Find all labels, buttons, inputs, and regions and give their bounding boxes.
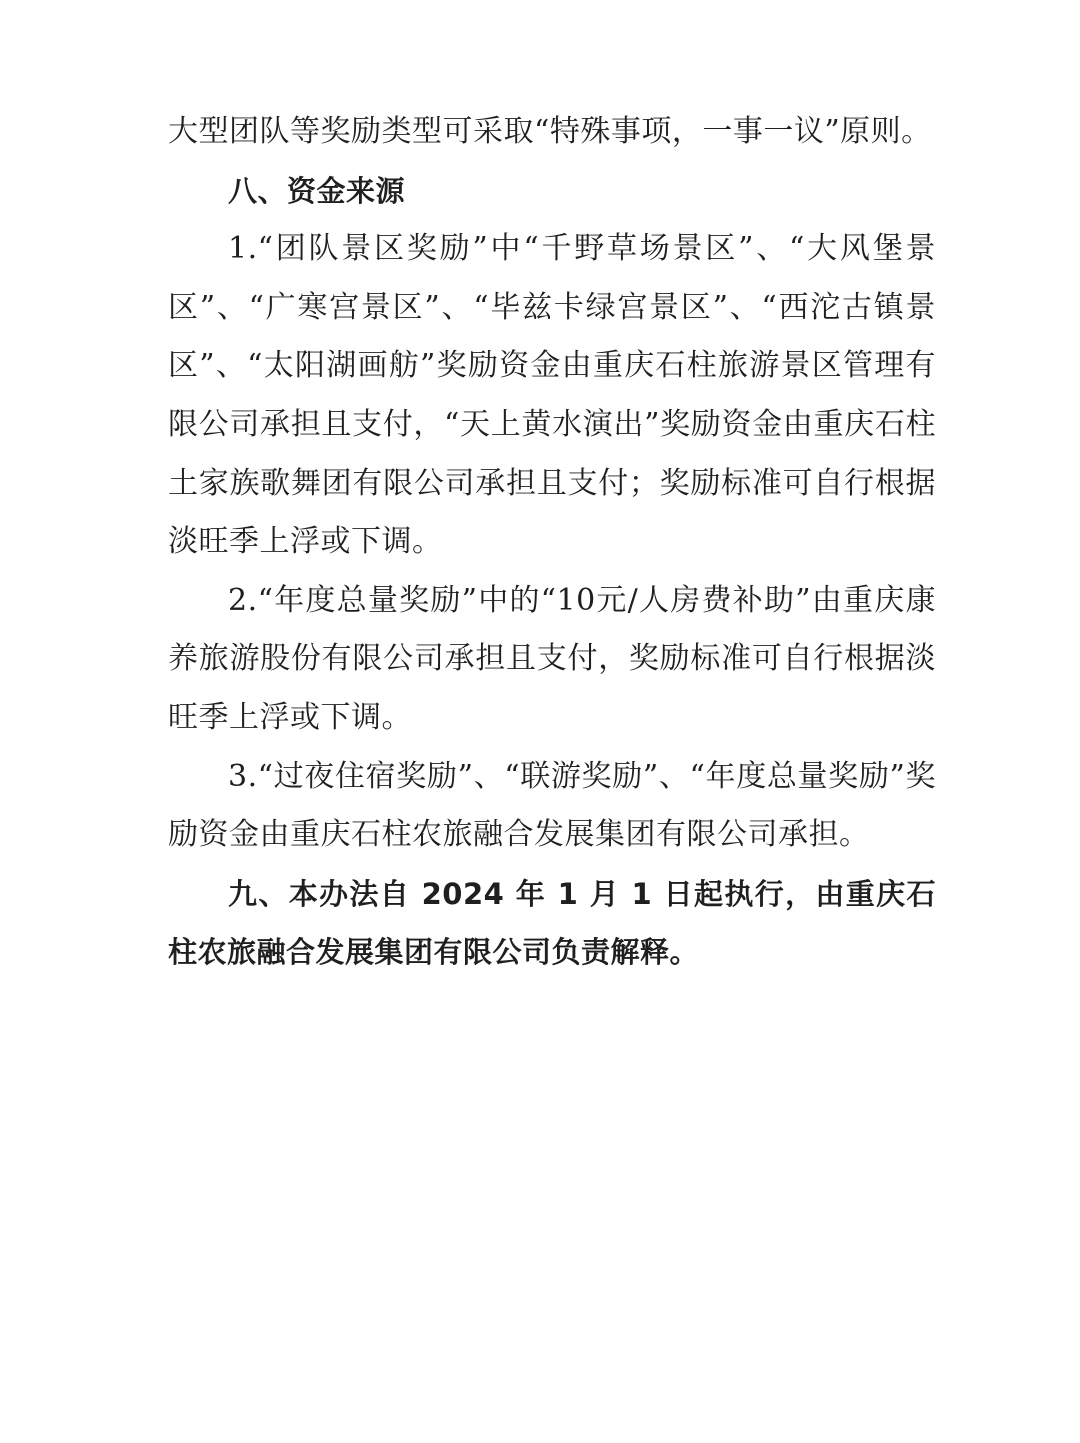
funding-item-2: 2.“年度总量奖励”中的“10元/人房费补助”由重庆康养旅游股份有限公司承担且支付，奖励标准可自行根据淡旺季上浮或下调。	[168, 582, 936, 735]
continuation-paragraph: 大型团队等奖励类型可采取“特殊事项，一事一议”原则。	[168, 114, 932, 149]
document-body	[168, 103, 936, 982]
section-8-heading: 八、资金来源	[228, 173, 406, 208]
funding-item-1: 1.“团队景区奖励”中“千野草场景区”、“大风堡景区”、“广寒宫景区”、“毕兹卡绿宫景区”、“西沱古镇景区”、“太阳湖画舫”奖励资金由重庆石柱旅游景区管理有限公司承担且支付，“天上黄水演出”奖励资金由重庆石柱土家族歌舞团有限公司承担且支付；奖励标准可自行根据淡旺季上浮或下调。	[168, 231, 936, 560]
funding-item-3: 3.“过夜住宿奖励”、“联游奖励”、“年度总量奖励”奖励资金由重庆石柱农旅融合发展集团有限公司承担。	[168, 758, 936, 853]
section-9-paragraph: 九、本办法自 2024 年 1 月 1 日起执行，由重庆石柱农旅融合发展集团有限公司负责解释。	[168, 876, 936, 970]
